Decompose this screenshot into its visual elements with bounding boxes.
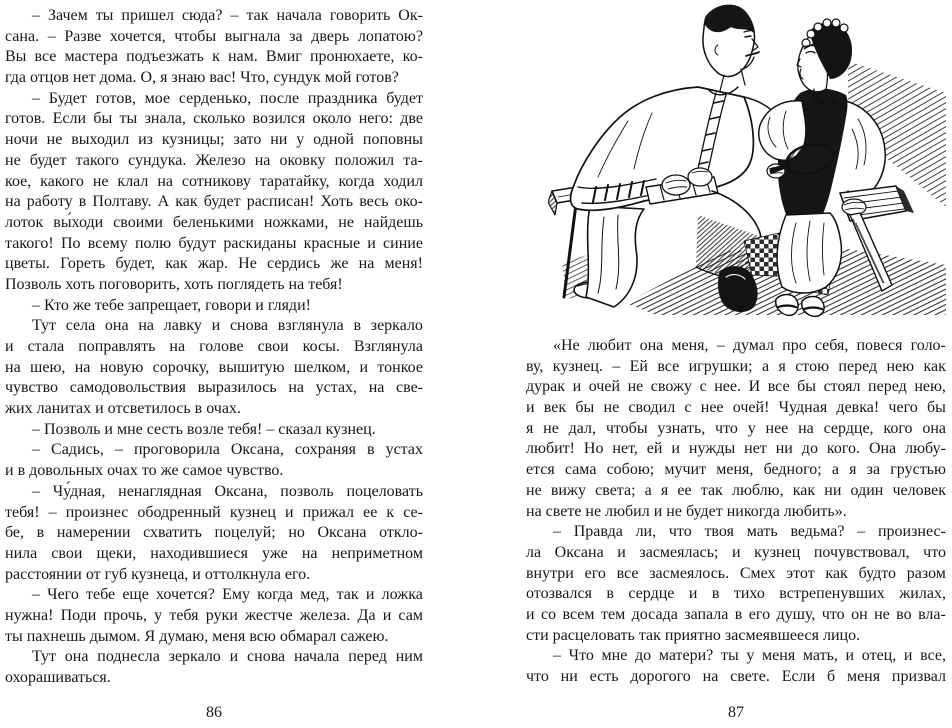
text-line: Вы все мастера подъезжать к нам. Вмиг пронюхаете, ко- bbox=[5, 48, 423, 66]
text-line: лоток вы́ходи своими беленькими ножками, не найдешь bbox=[5, 213, 423, 231]
text-line: – Что мне до матери? ты у меня мать, и отец, и все, bbox=[553, 647, 946, 665]
text-line: Тут села она на лавку и снова взглянула в зеркало bbox=[32, 317, 423, 335]
text-line: – Садись, – проговорила Оксана, сохраняя в устах bbox=[32, 441, 423, 459]
text-line: ву, кузнец. – Ей все игрушки; а я стою перед нею как bbox=[526, 357, 946, 375]
text-line: – Чего тебе еще хочется? Ему когда мед, так и ложка bbox=[32, 586, 423, 604]
text-line: дурак и очей не свожу с нее. И все бы стоял перед нею, bbox=[526, 378, 946, 396]
text-line: и со всем тем досада запала в его душу, что он не во вла- bbox=[526, 605, 946, 623]
text-line: сана. – Разве хочется, чтобы выгнала за дверь лопатою? bbox=[5, 27, 423, 45]
left-page-text bbox=[5, 6, 423, 689]
text-line: сти расцеловать так приятно засмеявшееся лицо. bbox=[526, 626, 861, 644]
text-line: такого! По всему полю будут раскиданы красные и синие bbox=[5, 234, 423, 252]
text-line: «Не любит она меня, – думал про себя, повеся голо- bbox=[553, 337, 946, 354]
text-line: на свете не любил и не будет никогда любить». bbox=[526, 502, 847, 520]
text-line: чувство самодовольствия выразилось на устах, на све- bbox=[5, 379, 423, 397]
text-line: отозвался в сердце и в тихо встрепенувших жилах, bbox=[526, 585, 946, 603]
text-line: жих ланитах и отсветилось в очах. bbox=[5, 400, 241, 418]
text-line: готов. Если бы ты знала, сколько возился около него: две bbox=[5, 110, 423, 128]
text-line: внутри его все засмеялось. Смех этот как будто разом bbox=[526, 564, 946, 582]
text-line: Позволь хоть поговорить, хоть поглядеть на тебя! bbox=[5, 275, 343, 293]
text-line: – Зачем ты пришел сюда? – так начала говорить Ок- bbox=[32, 7, 423, 24]
page-number-left: 86 bbox=[206, 704, 222, 721]
text-line: не вижу света; а я ее так люблю, как ни один человек bbox=[526, 481, 946, 499]
text-line: цветы. Гореть будет, как жар. Не сердись же на меня! bbox=[5, 255, 423, 273]
text-line: гда отцов нет дома. О, я знаю вас! Что, сундук мой готов? bbox=[5, 69, 399, 87]
right-page-text bbox=[526, 336, 946, 688]
page-number-right: 87 bbox=[728, 704, 744, 721]
text-line: не будет такого сундука. Железо на оковку положил та- bbox=[5, 151, 423, 169]
text-line: на шею, на новую сорочку, вышитую шелком, и тонкое bbox=[5, 358, 423, 376]
text-line: ла Оксана и засмеялась; и кузнец почувствовал, что bbox=[526, 543, 946, 561]
text-line: тебя! – произнес ободренный кузнец и прижал ее к се- bbox=[5, 503, 423, 521]
text-line: и в довольных очах то же самое чувство. bbox=[5, 462, 284, 480]
text-line: охорашиваться. bbox=[5, 669, 111, 686]
text-line: кое, какого не клал на сотникову таратайку, когда ходил bbox=[5, 172, 423, 190]
text-line: Тут она поднесла зеркало и снова начала перед ним bbox=[32, 648, 423, 666]
text-line: и стала поправлять на голове свои косы. Взглянула bbox=[5, 338, 423, 355]
text-line: ночи не выходил из кузницы; зато ни у одной поповны bbox=[5, 131, 423, 149]
text-line: – Будет готов, мое серденько, после праздника будет bbox=[32, 89, 423, 107]
text-line: ется сама собою; мучит меня, бедного; а я за грустью bbox=[526, 461, 946, 479]
text-line: ты пахнешь дымом. Я думаю, меня всю обмарал сажею. bbox=[5, 627, 389, 645]
text-line: нужна! Поди прочь, у тебя руки жестче железа. Да и сам bbox=[5, 606, 423, 624]
text-line: я не дал, чтобы узнать, что у нее на сердце, кого она bbox=[526, 419, 946, 437]
text-line: – Кто же тебе запрещает, говори и гляди! bbox=[32, 296, 311, 314]
text-line: – Позволь и мне сесть возле тебя! – сказал кузнец. bbox=[32, 420, 376, 438]
text-line: нила свои щеки, находившиеся уже на неприметном bbox=[5, 544, 423, 562]
text-line: и век бы не сводил с нее очей! Чудная девка! чего бы bbox=[526, 399, 946, 417]
text-line: – Чу́дная, ненаглядная Оксана, позволь поцеловать bbox=[32, 482, 423, 500]
text-line: – Правда ли, что твоя мать ведьма? – произнес- bbox=[553, 523, 946, 541]
text-line: любит! Но нет, ей и нужды нет ни до кого. Она любу- bbox=[526, 440, 946, 458]
illustration-blacksmith-and-oksana bbox=[548, 1, 950, 319]
text-line: бе, в намерении схватить поцелуй; но Оксана откло- bbox=[5, 524, 423, 542]
text-line: что ни есть дорогого на свете. Если б меня призвал bbox=[526, 668, 946, 685]
text-line: расстоянии от губ кузнеца, и оттолкнула его. bbox=[5, 565, 311, 583]
text-line: на работу в Полтаву. А как будет расписан! Хоть весь око- bbox=[5, 193, 423, 211]
